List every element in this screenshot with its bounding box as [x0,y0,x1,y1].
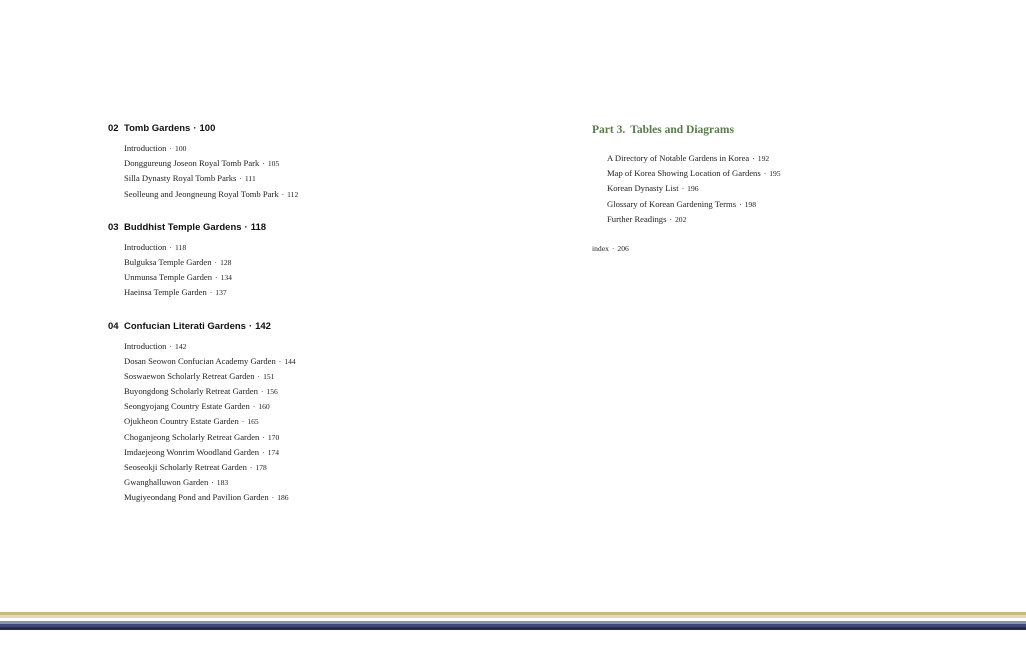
toc-entry [124,255,528,270]
entry-page: 128 [220,257,232,267]
section-title: Confucian Literati Gardens [124,320,246,332]
part-heading [592,121,992,139]
entry-title: Seolleung and Jeongneung Royal Tomb Park [124,188,279,199]
entry-title: Introduction [124,340,167,351]
part-entries [607,151,992,227]
separator-dot: · [244,221,248,233]
section-entries [124,339,528,506]
separator-dot: · [249,463,253,472]
entry-page: 160 [258,402,270,412]
entry-title: Dosan Seowon Confucian Academy Garden [124,355,276,366]
toc-entry [124,475,528,490]
entry-page: 105 [267,159,280,169]
separator-dot: · [169,341,173,351]
separator-dot: · [257,371,261,381]
toc-entry [124,369,528,384]
toc-entry [124,490,528,505]
toc-entry [124,399,528,414]
separator-dot: · [169,144,173,153]
index-page: 206 [617,243,629,253]
toc-right-column [592,121,992,253]
entry-page: 178 [255,463,267,472]
entry-title: A Directory of Notable Gardens in Korea [607,153,750,163]
toc-entry [607,151,992,166]
separator-dot: · [281,189,285,199]
entry-title: Imdaejeong Wonrim Woodland Garden [124,446,260,457]
entry-page: 198 [744,199,756,209]
section-number: 04 [108,320,119,332]
toc-entry [124,339,528,354]
separator-dot: · [262,159,265,169]
entry-page: 174 [267,447,279,457]
entry-page: 165 [247,417,259,427]
entry-title: Further Readings [607,213,667,224]
separator-dot: · [669,214,672,224]
index-label: index [592,243,609,253]
section-title: Buddhist Temple Gardens [124,221,242,233]
toc-entry [124,141,528,156]
entry-page: 100 [175,144,187,153]
toc-entry [124,171,528,186]
entry-page: 142 [175,341,187,351]
separator-dot: · [763,169,767,179]
entry-title: Donggureung Joseon Royal Tomb Park [124,158,260,169]
toc-entry [124,156,528,171]
separator-dot: · [271,493,275,503]
toc-section-buddhist-temple-gardens [108,221,528,301]
entry-title: Haeinsa Temple Garden [124,287,207,298]
entry-title: Korean Dynasty List [607,183,679,194]
toc-entry [124,270,528,285]
entry-page: 151 [263,371,275,381]
entry-title: Bulguksa Temple Garden [124,256,212,267]
entry-title: Glossary of Korean Gardening Terms [607,198,737,209]
section-entries [124,141,528,202]
entry-title: Choganjeong Scholarly Retreat Garden [124,431,260,442]
separator-dot: · [260,387,264,397]
part-title: Tables and Diagrams [630,124,734,136]
entry-title: Mugiyeondang Pond and Pavilion Garden [124,492,269,503]
entry-page: 192 [757,154,770,163]
entry-page: 195 [769,169,781,179]
separator-dot: · [611,243,615,253]
separator-dot: · [209,288,213,298]
entry-title: Gwanghalluwon Garden [124,477,209,488]
footer-stripes [0,612,1026,630]
entry-page: 156 [266,387,278,397]
entry-title: Ojukheon Country Estate Garden [124,416,239,427]
entry-page: 196 [687,184,699,194]
part-label: Part 3. [592,124,626,136]
separator-dot: · [262,447,265,457]
entry-page: 112 [287,189,299,199]
toc-section-tomb-gardens [108,122,528,202]
section-heading [108,122,528,136]
entry-page: 186 [277,493,289,503]
separator-dot: · [214,257,218,267]
section-page: 142 [255,320,271,332]
index-entry [592,244,992,253]
entry-page: 137 [215,288,227,298]
footer-stripe [0,627,1026,630]
toc-entry [607,166,992,181]
entry-title: Silla Dynasty Royal Tomb Parks [124,173,237,184]
separator-dot: · [752,154,755,163]
separator-dot: · [262,432,265,442]
entry-page: 170 [267,432,280,442]
section-number: 02 [108,123,119,134]
toc-section-confucian-literati-gardens [108,320,528,506]
separator-dot: · [252,402,256,412]
toc-entry [607,181,992,196]
entry-title: Seoseokji Scholarly Retreat Garden [124,462,247,472]
separator-dot: · [278,356,282,366]
entry-page: 118 [175,242,187,252]
toc-entry [124,445,528,460]
separator-dot: · [169,242,173,252]
toc-entry [124,384,528,399]
entry-title: Buyongdong Scholarly Retreat Garden [124,386,258,397]
section-heading [108,221,528,235]
separator-dot: · [248,320,253,332]
entry-title: Map of Korea Showing Location of Gardens [607,168,761,179]
separator-dot: · [739,199,742,209]
toc-left-column [108,122,528,525]
entry-page: 144 [284,356,296,366]
section-page: 118 [250,221,267,233]
separator-dot: · [211,478,214,488]
toc-entry [124,285,528,300]
separator-dot: · [241,417,245,427]
entry-page: 111 [244,174,256,184]
separator-dot: · [193,123,197,134]
toc-entry [607,212,992,227]
toc-entry [607,197,992,212]
entry-page: 134 [220,273,232,283]
toc-entry [124,414,528,429]
toc-entry [124,354,528,369]
entry-page: 183 [216,478,229,488]
entry-title: Soswaewon Scholarly Retreat Garden [124,370,255,381]
entry-title: Introduction [124,143,167,153]
separator-dot: · [215,273,218,283]
entry-title: Introduction [124,241,167,252]
section-heading [108,320,528,334]
section-entries [124,240,528,301]
section-title: Tomb Gardens [124,123,191,134]
toc-entry [124,460,528,475]
entry-title: Unmunsa Temple Garden [124,272,213,283]
entry-title: Seongyojang Country Estate Garden [124,401,250,412]
section-number: 03 [108,221,119,233]
entry-page: 202 [674,214,687,224]
toc-entry [124,430,528,445]
toc-entry [124,187,528,202]
separator-dot: · [239,174,242,184]
section-page: 100 [199,123,216,134]
toc-entry [124,240,528,255]
separator-dot: · [681,184,685,194]
